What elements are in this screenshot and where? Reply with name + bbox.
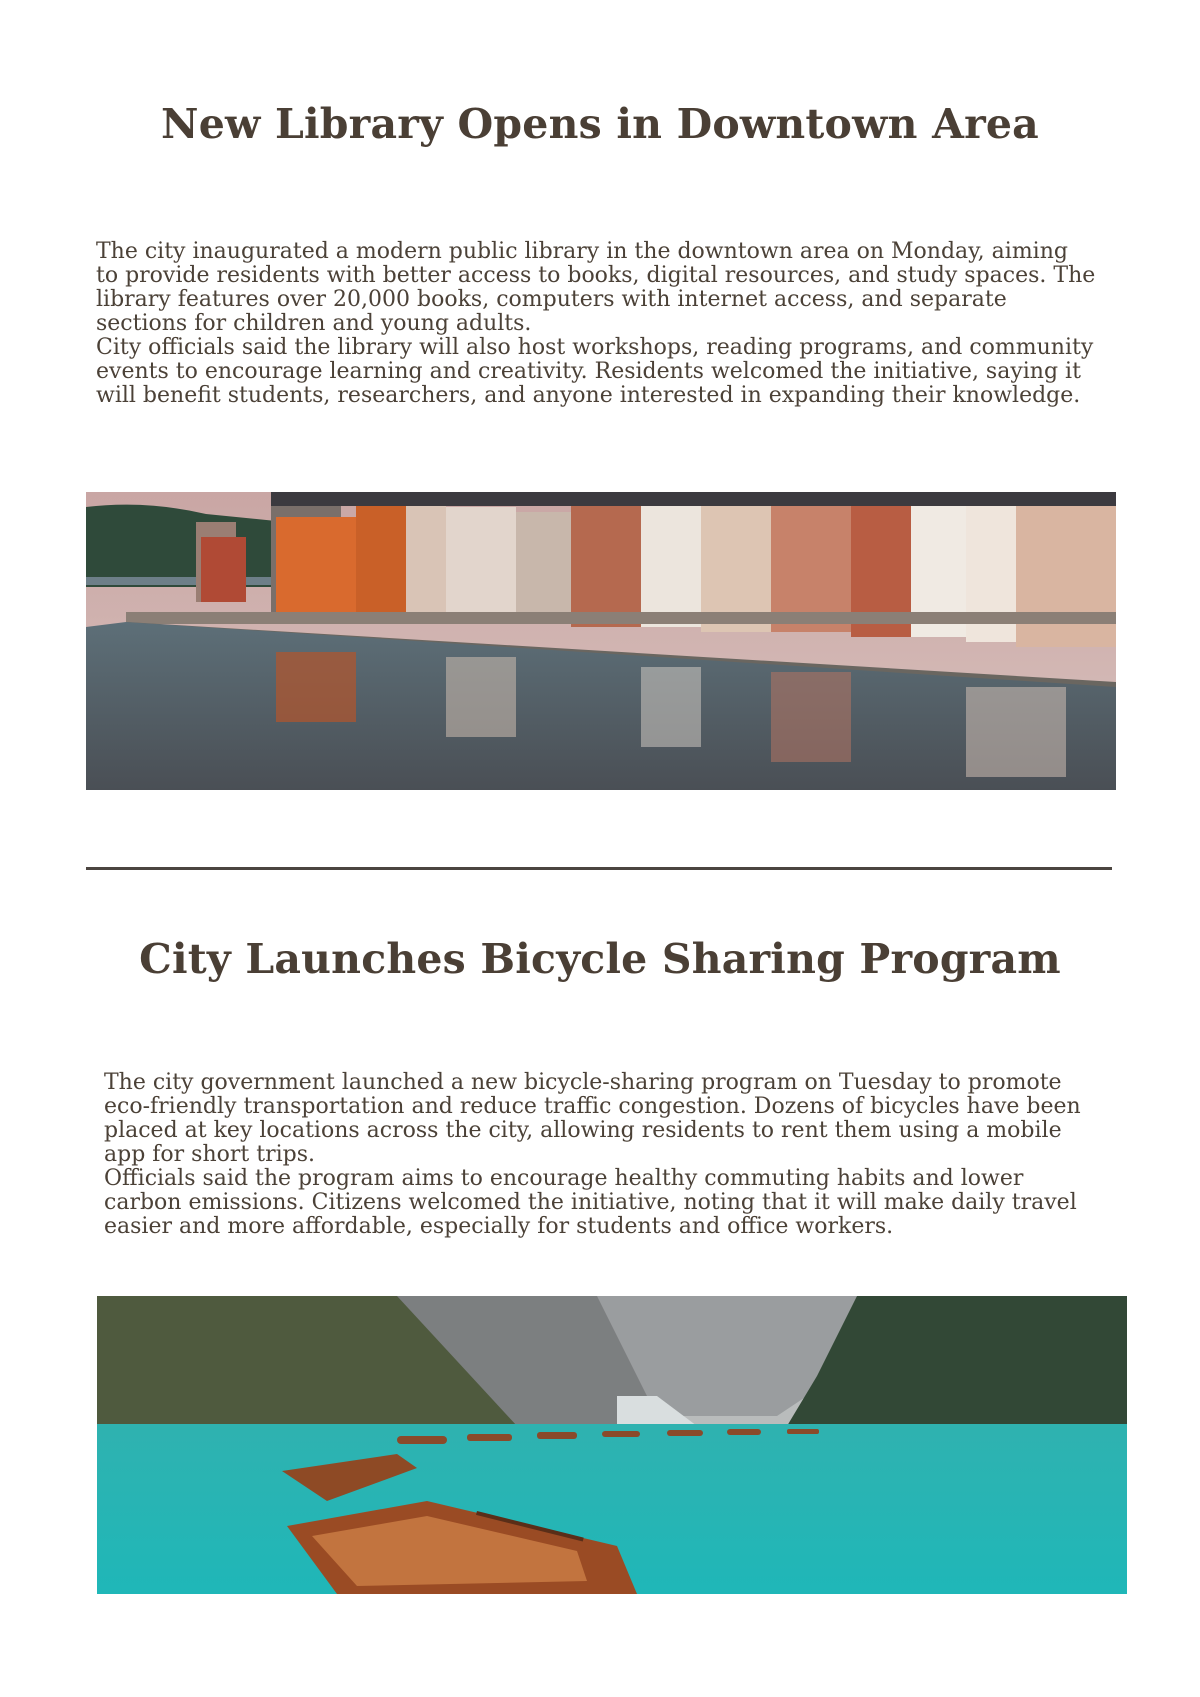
article-1-body (96, 240, 1096, 408)
section-divider (86, 867, 1112, 870)
article-2-paragraph-1: The city government launched a new bicycle-sharing program on Tuesday to promote eco-friendly transportation and reduce traffic congestion. Dozens of bicycles have been placed at key locations across the city, allowing residents to rent them using a mobile app for short trips. (104, 1070, 1081, 1167)
article-2-body (104, 1071, 1104, 1239)
article-2-paragraph-2: Officials said the program aims to encourage healthy commuting habits and lower carbon emissions. Citizens welcomed the initiative, noting that it will make daily travel easier and more affordable, especially for students and office workers. (104, 1166, 1077, 1239)
article-2-headline: City Launches Bicycle Sharing Program (139, 935, 1061, 983)
article-1-paragraph-1: The city inaugurated a modern public library in the downtown area on Monday, aiming to provide residents with better access to books, digital resources, and study spaces. The library features over 20,000 books, computers with internet access, and separate sections for children and young adults. (96, 239, 1096, 336)
article-1-headline: New Library Opens in Downtown Area (161, 100, 1039, 148)
riverside-town-photo (86, 492, 1116, 790)
mountain-lake-boats-photo (97, 1296, 1127, 1594)
article-1-paragraph-2: City officials said the library will also host workshops, reading programs, and community events to encourage learning and creativity. Residents welcomed the initiative, saying it will benefit students, researchers, and anyone interested in expanding their knowledge. (96, 335, 1094, 408)
